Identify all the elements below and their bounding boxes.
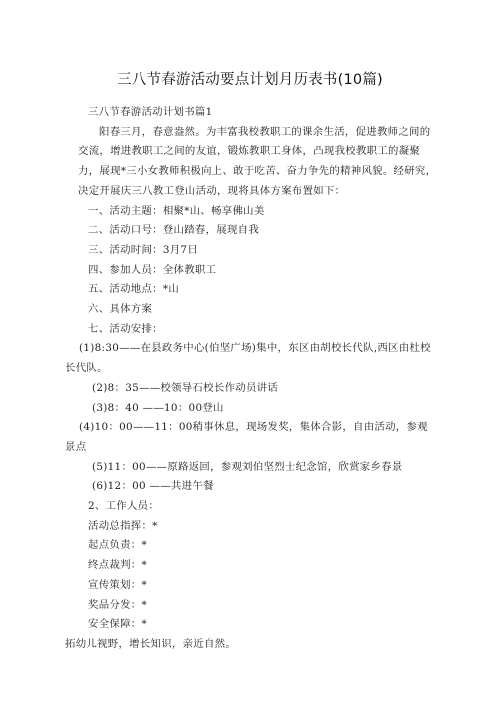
activity-location: 五、活动地点：*山 (88, 283, 180, 296)
schedule-item-3: (3)8：40 ——10：00登山 (92, 401, 224, 414)
specific-plan-heading: 六、具体方案 (88, 303, 153, 316)
participants: 四、参加人员：全体教职工 (88, 263, 217, 276)
staff-commander: 活动总指挥：* (88, 519, 158, 532)
document-title: 三八节春游活动要点计划月历表书(10篇) (117, 72, 383, 88)
document-body (65, 103, 438, 655)
staff-safety: 安全保障：* (88, 618, 147, 631)
closing-line: 拓幼儿视野，增长知识，亲近自然。 (65, 637, 237, 650)
section-heading: 三八节春游活动计划书篇1 (88, 106, 213, 118)
schedule-item-4: (4)10：00——11：00稍事休息，现场发奖，集体合影，自由活动，参观景点 (65, 421, 428, 453)
staff-referee: 终点裁判：* (88, 559, 147, 572)
activity-time: 三、活动时间：3月7日 (88, 243, 199, 256)
staff-publicity: 宣传策划：* (88, 578, 147, 591)
schedule-item-6: (6)12：00 ——共进午餐 (92, 480, 214, 493)
staff-heading: 2、工作人员： (88, 500, 160, 513)
intro-paragraph: 阳春三月，春意盎然。为丰富我校教职工的课余生活，促进教师之间的交流，增进教职工之间的友谊，锻炼教职工身体，凸现我校教职工的凝聚力，展现*三小女教师积极向上、敢于吃苦、奋力争先的精神风貌。经研究，决定开展庆三八教工登山活动，现将具体方案布置如下： (78, 125, 437, 197)
staff-start: 起点负责：* (88, 539, 147, 552)
schedule-item-1: (1)8:30——在县政务中心(伯坚广场)集中，东区由胡校长代队,西区由杜校长代队。 (65, 342, 431, 375)
schedule-item-5: (5)11：00——原路返回，参观刘伯坚烈士纪念馆，欣赏家乡春景 (92, 460, 403, 473)
staff-prizes: 奖品分发：* (88, 598, 147, 611)
schedule-item-2: (2)8：35——校领导石校长作动员讲话 (92, 381, 279, 394)
activity-slogan: 二、活动口号：登山踏春，展现自我 (88, 224, 260, 237)
schedule-heading: 七、活动安排： (88, 322, 163, 335)
activity-theme: 一、活动主题：相聚*山、畅享佛山美 (88, 204, 265, 217)
